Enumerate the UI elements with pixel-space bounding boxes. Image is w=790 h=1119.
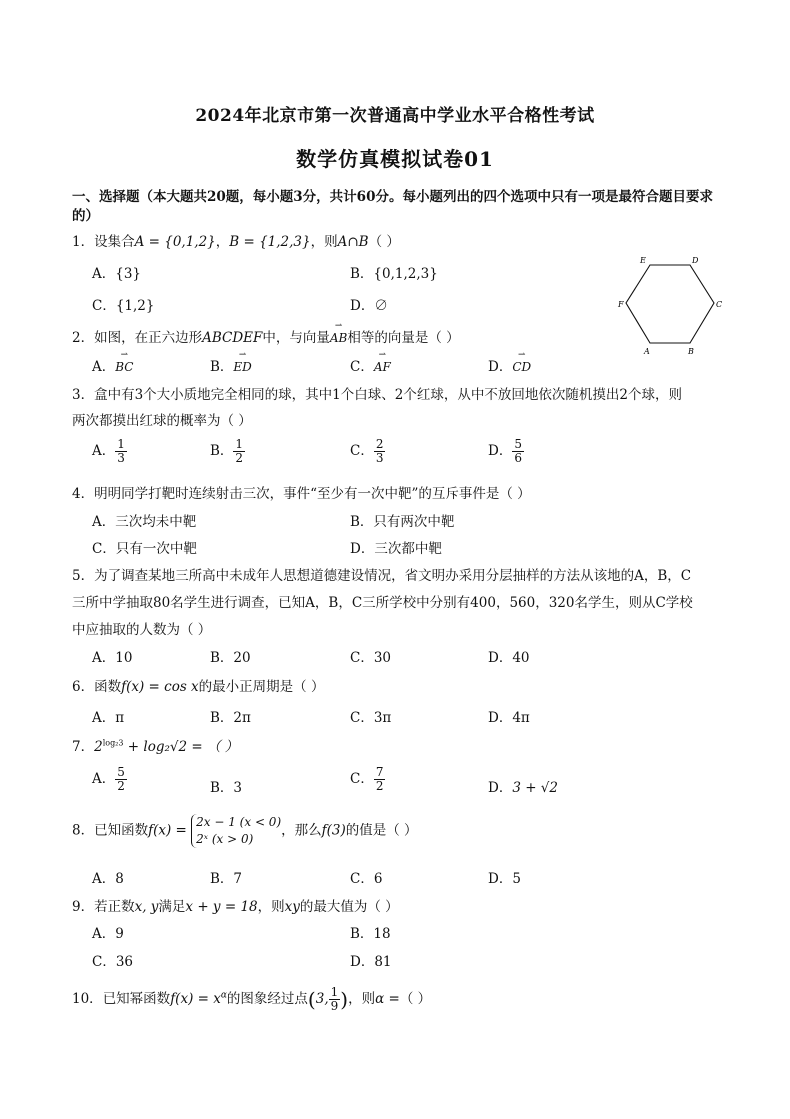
- question-text: 盒中有3个大小质地完全相同的球，其中1个白球、2个红球，从中不放回地依次随机摸出2个球，则: [94, 387, 682, 403]
- vertex-label-f: F: [618, 300, 624, 309]
- math-condition: x + y = 18: [185, 899, 258, 915]
- math-variables: x, y: [134, 899, 159, 915]
- question-7-stem: [72, 735, 238, 755]
- q5-option-c: C．30: [350, 650, 392, 666]
- numerator: 1: [235, 437, 244, 451]
- math-set-b: B = {1,2,3}: [229, 234, 311, 250]
- q1-option-d: D．∅: [350, 298, 388, 314]
- fraction: [115, 438, 127, 465]
- option-letter: A．: [92, 771, 116, 787]
- math-expression: xy: [284, 899, 300, 915]
- q2-option-b: [210, 355, 252, 375]
- question-text: 设集合: [94, 234, 135, 250]
- option-value: 3 + √2: [512, 780, 559, 796]
- math-exponent: log₂3: [102, 738, 124, 748]
- math-expression: α =: [375, 991, 400, 1007]
- math-function: f(x) =: [148, 822, 187, 839]
- q3-option-d: [488, 438, 524, 465]
- q5-option-d: D．40: [488, 650, 530, 666]
- point-coordinate: 3,: [315, 991, 329, 1007]
- question-3-stem-cont: 两次都摸出红球的概率为（ ）: [72, 413, 252, 429]
- question-text: 如图，在正六边形: [94, 330, 203, 346]
- option-letter: A．: [92, 443, 116, 459]
- fraction: [374, 766, 386, 793]
- numerator: 1: [117, 437, 125, 451]
- vertex-label-e: E: [640, 256, 646, 265]
- option-value: 3: [233, 780, 243, 796]
- vertex-label-c: C: [716, 300, 723, 309]
- q9-option-c: C．36: [92, 954, 134, 970]
- question-text: ，那么: [281, 822, 322, 839]
- question-number: 7．: [72, 739, 95, 755]
- q4-option-c: C．只有一次中靶: [92, 541, 197, 557]
- q5-option-a: A．10: [92, 650, 133, 666]
- option-letter: C．: [350, 771, 374, 787]
- hexagon-shape: [626, 265, 714, 343]
- denominator: 6: [514, 451, 522, 465]
- question-text: ，: [215, 234, 230, 250]
- option-letter: D．: [488, 780, 513, 796]
- question-text: ，则: [310, 234, 338, 250]
- question-number: 10．: [72, 991, 103, 1007]
- question-number: 3．: [72, 387, 95, 403]
- q1-option-b: B．{0,1,2,3}: [350, 266, 438, 282]
- math-expression: + log₂√2 = （ ）: [123, 739, 239, 755]
- denominator: 2: [117, 779, 125, 793]
- fraction: [233, 438, 245, 465]
- question-text: 相等的向量是（ ）: [347, 330, 460, 346]
- question-number: 4．: [72, 486, 95, 502]
- question-number: 6．: [72, 679, 95, 695]
- numerator: 1: [330, 985, 339, 999]
- question-text: 的最大值为（ ）: [299, 899, 399, 915]
- question-5-stem-cont: 三所中学抽取80名学生进行调查，已知A，B，C三所学校中分别有400，560，320名学生，则从C学校: [72, 595, 693, 611]
- q3-option-a: [92, 438, 127, 465]
- question-number: 8．: [72, 822, 95, 839]
- q2-option-a: [92, 355, 133, 375]
- hexagon-figure: [610, 255, 730, 357]
- question-10-stem: [72, 986, 431, 1013]
- q7-option-b: [210, 776, 242, 796]
- q6-option-a: A．π: [92, 710, 125, 726]
- piecewise-brace: [191, 814, 281, 848]
- q5-option-b: B．20: [210, 650, 251, 666]
- math-function: f(x) = x: [170, 991, 221, 1007]
- question-text: 明明同学打靶时连续射击三次，事件“至少有一次中靶”的互斥事件是（ ）: [94, 486, 531, 502]
- question-6-stem: [72, 675, 324, 695]
- q8-option-d: D．5: [488, 871, 521, 887]
- q4-option-d: D．三次都中靶: [350, 541, 442, 557]
- math-vector: ⇀ CD: [512, 360, 531, 374]
- math-vector: ⇀ BC: [115, 360, 133, 374]
- q8-option-a: A．8: [92, 871, 124, 887]
- question-text: 函数: [94, 679, 122, 695]
- paren-open: (: [307, 987, 316, 1012]
- question-2-stem: [72, 326, 460, 346]
- q4-option-b: B．只有两次中靶: [350, 514, 455, 530]
- q7-option-c: [350, 766, 385, 793]
- exam-subtitle: 数学仿真模拟试卷01: [296, 147, 494, 171]
- question-text: 已知函数: [94, 822, 149, 839]
- question-9-stem: [72, 895, 399, 915]
- vertex-label-a: A: [644, 347, 650, 356]
- question-1-stem: [72, 230, 400, 250]
- answer-blank: （ ）: [368, 234, 400, 250]
- math-expression: f(3): [321, 822, 346, 839]
- numerator: 5: [117, 765, 125, 779]
- q6-option-b: B．2π: [210, 710, 251, 726]
- math-vector: ⇀ AF: [374, 360, 391, 374]
- question-5-stem: [72, 564, 691, 584]
- question-5-stem-cont2: 中应抽取的人数为（ ）: [72, 622, 212, 638]
- exam-title: 2024年北京市第一次普通高中学业水平合格性考试: [195, 106, 595, 126]
- question-number: 1．: [72, 234, 95, 250]
- question-text: 的最小正周期是（ ）: [198, 679, 325, 695]
- q1-option-c: C．{1,2}: [92, 298, 155, 314]
- option-letter: C．: [350, 359, 374, 375]
- denominator: 2: [235, 451, 244, 465]
- option-letter: A．: [92, 359, 116, 375]
- q2-option-c: [350, 355, 391, 375]
- q7-option-a: [92, 766, 127, 793]
- question-text: 已知幂函数: [102, 991, 171, 1007]
- q2-option-d: [488, 355, 531, 375]
- q8-option-c: C．6: [350, 871, 383, 887]
- math-shape-name: ABCDEF: [202, 330, 263, 346]
- question-3-stem: [72, 383, 682, 403]
- math-base: 2: [94, 739, 103, 755]
- q6-option-c: C．3π: [350, 710, 392, 726]
- q6-option-d: D．4π: [488, 710, 530, 726]
- option-letter: D．: [488, 359, 513, 375]
- piecewise-case-2: 2ˣ (x > 0): [196, 832, 254, 846]
- vertex-label-b: B: [688, 347, 694, 356]
- q9-option-a: A．9: [92, 926, 124, 942]
- denominator: 9: [330, 999, 339, 1013]
- math-function: f(x) = cos x: [121, 679, 199, 695]
- math-exponent: α: [220, 990, 227, 1001]
- question-text: 的值是（ ）: [345, 822, 418, 839]
- question-text: 为了调查某地三所高中未成年人思想道德建设情况，省文明办采用分层抽样的方法从该地的A，B，C: [94, 568, 692, 584]
- q1-option-a: A．{3}: [92, 266, 142, 282]
- option-letter: D．: [488, 443, 513, 459]
- math-vector: ⇀ AB: [330, 331, 347, 345]
- numerator: 2: [375, 437, 384, 451]
- question-text: 的图象经过点: [226, 991, 308, 1007]
- fraction: [329, 986, 341, 1013]
- denominator: 3: [375, 451, 384, 465]
- math-vector: ⇀ ED: [233, 360, 251, 374]
- option-letter: B．: [210, 443, 234, 459]
- denominator: 3: [117, 451, 125, 465]
- question-text: 中，与向量: [262, 330, 330, 346]
- numerator: 7: [375, 765, 384, 779]
- numerator: 5: [514, 437, 522, 451]
- q3-option-b: [210, 438, 245, 465]
- q3-option-c: [350, 438, 385, 465]
- q8-option-b: B．7: [210, 871, 243, 887]
- fraction: [374, 438, 386, 465]
- option-letter: B．: [210, 780, 234, 796]
- q9-option-d: D．81: [350, 954, 392, 970]
- piecewise-case-1: 2x − 1 (x < 0): [196, 815, 282, 829]
- q7-option-d: [488, 776, 558, 796]
- paren-close: ): [340, 987, 349, 1012]
- fraction: [512, 438, 524, 465]
- option-letter: C．: [350, 443, 374, 459]
- q4-option-a: A．三次均未中靶: [92, 514, 197, 530]
- denominator: 2: [375, 779, 384, 793]
- question-text: ，则: [257, 899, 285, 915]
- math-expression: A∩B: [337, 234, 369, 250]
- vertex-label-d: D: [692, 256, 699, 265]
- question-4-stem: [72, 482, 531, 502]
- question-text: 若正数: [94, 899, 135, 915]
- option-letter: B．: [210, 359, 234, 375]
- answer-blank: （ ）: [399, 991, 432, 1007]
- section-heading: 一、选择题（本大题共20题，每小题3分，共计60分。每小题列出的四个选项中只有一项是最符合题目要求的）: [72, 189, 713, 224]
- fraction: [115, 766, 127, 793]
- q9-option-b: B．18: [350, 926, 391, 942]
- question-text: ，则: [348, 991, 376, 1007]
- question-number: 9．: [72, 899, 95, 915]
- question-number: 2．: [72, 330, 95, 346]
- question-number: 5．: [72, 568, 95, 584]
- question-text: 满足: [158, 899, 186, 915]
- math-set-a: A = {0,1,2}: [134, 234, 216, 250]
- question-8-stem: [72, 814, 418, 848]
